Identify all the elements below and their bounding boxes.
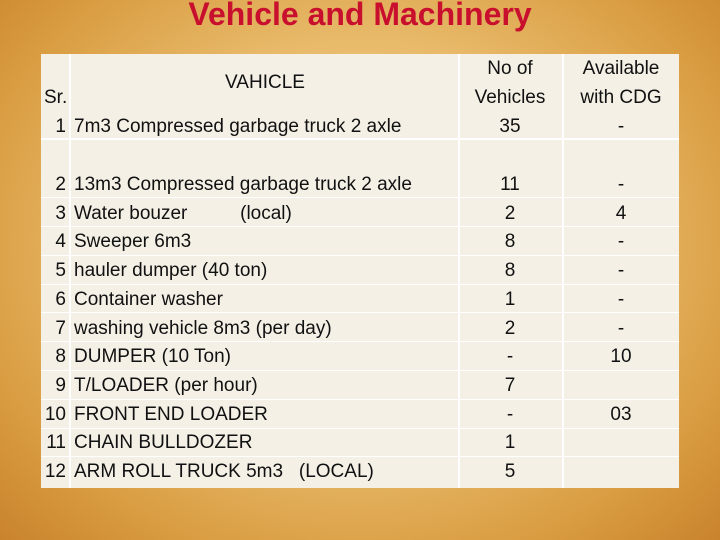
- row-sr: 9: [55, 375, 66, 396]
- row-count: 8: [504, 260, 516, 281]
- row-available: -: [617, 318, 625, 339]
- row-sr: 12: [44, 461, 66, 482]
- header-vehicle: VAHICLE: [225, 72, 305, 93]
- row-available: 03: [610, 404, 632, 425]
- row-count: 2: [504, 203, 516, 224]
- row-vehicle: hauler dumper (40 ton): [74, 260, 268, 281]
- row-sr: 3: [55, 203, 66, 224]
- row-sr: 5: [55, 260, 66, 281]
- row-sr: 8: [55, 346, 66, 367]
- header-available-line1: Available: [582, 58, 660, 79]
- row-vehicle: washing vehicle 8m3 (per day): [74, 318, 332, 339]
- row-count: 11: [500, 174, 520, 195]
- header-count-line1: No of: [487, 58, 533, 79]
- row-divider: [41, 399, 679, 400]
- row-divider: [41, 255, 679, 256]
- row-divider: [41, 226, 679, 227]
- row-vehicle: FRONT END LOADER: [74, 404, 268, 425]
- row-divider: [41, 370, 679, 371]
- row-vehicle: CHAIN BULLDOZER: [74, 432, 253, 453]
- row-count: 1: [504, 289, 516, 310]
- row-sr: 1: [55, 116, 66, 137]
- row-vehicle: DUMPER (10 Ton): [74, 346, 231, 367]
- row-sr: 7: [55, 318, 66, 339]
- row-vehicle: Sweeper 6m3: [74, 231, 192, 252]
- row-available: 4: [615, 203, 627, 224]
- row-count: -: [506, 346, 514, 367]
- row-count: 5: [504, 461, 516, 482]
- row-vehicle: 7m3 Compressed garbage truck 2 axle: [74, 116, 402, 137]
- header-count-line2: Vehicles: [474, 87, 546, 108]
- row-sr: 6: [55, 289, 66, 310]
- row-sr: 2: [55, 174, 66, 195]
- row-divider: [41, 284, 679, 285]
- row-vehicle: Water bouzer (local): [74, 203, 292, 224]
- row-vehicle: T/LOADER (per hour): [74, 375, 258, 396]
- row-available: -: [617, 260, 625, 281]
- row-vehicle: ARM ROLL TRUCK 5m3 (LOCAL): [74, 461, 374, 482]
- row-available: -: [617, 289, 625, 310]
- column-divider: [69, 54, 71, 488]
- row-sr: 11: [46, 432, 66, 453]
- row-count: 8: [504, 231, 516, 252]
- row-count: 7: [504, 375, 516, 396]
- row-divider: [41, 312, 679, 313]
- row-count: -: [506, 404, 514, 425]
- row-count: 1: [504, 432, 516, 453]
- row-sr: 10: [44, 404, 66, 425]
- row-count: 2: [504, 318, 516, 339]
- row-available: -: [617, 116, 625, 137]
- row-divider: [41, 428, 679, 429]
- slide-title: Vehicle and Machinery: [188, 0, 532, 32]
- row-count: 35: [499, 116, 521, 137]
- header-sr: Sr.: [44, 87, 68, 108]
- header-available-line2: with CDG: [580, 87, 662, 108]
- row-vehicle: Container washer: [74, 289, 223, 310]
- row-vehicle: 13m3 Compressed garbage truck 2 axle: [74, 174, 412, 195]
- row-divider: [41, 456, 679, 457]
- row-sr: 4: [55, 231, 66, 252]
- row-available: -: [617, 231, 625, 252]
- row-divider: [41, 197, 679, 198]
- row-available: -: [617, 174, 625, 195]
- row-available: 10: [610, 346, 632, 367]
- row-divider: [41, 341, 679, 342]
